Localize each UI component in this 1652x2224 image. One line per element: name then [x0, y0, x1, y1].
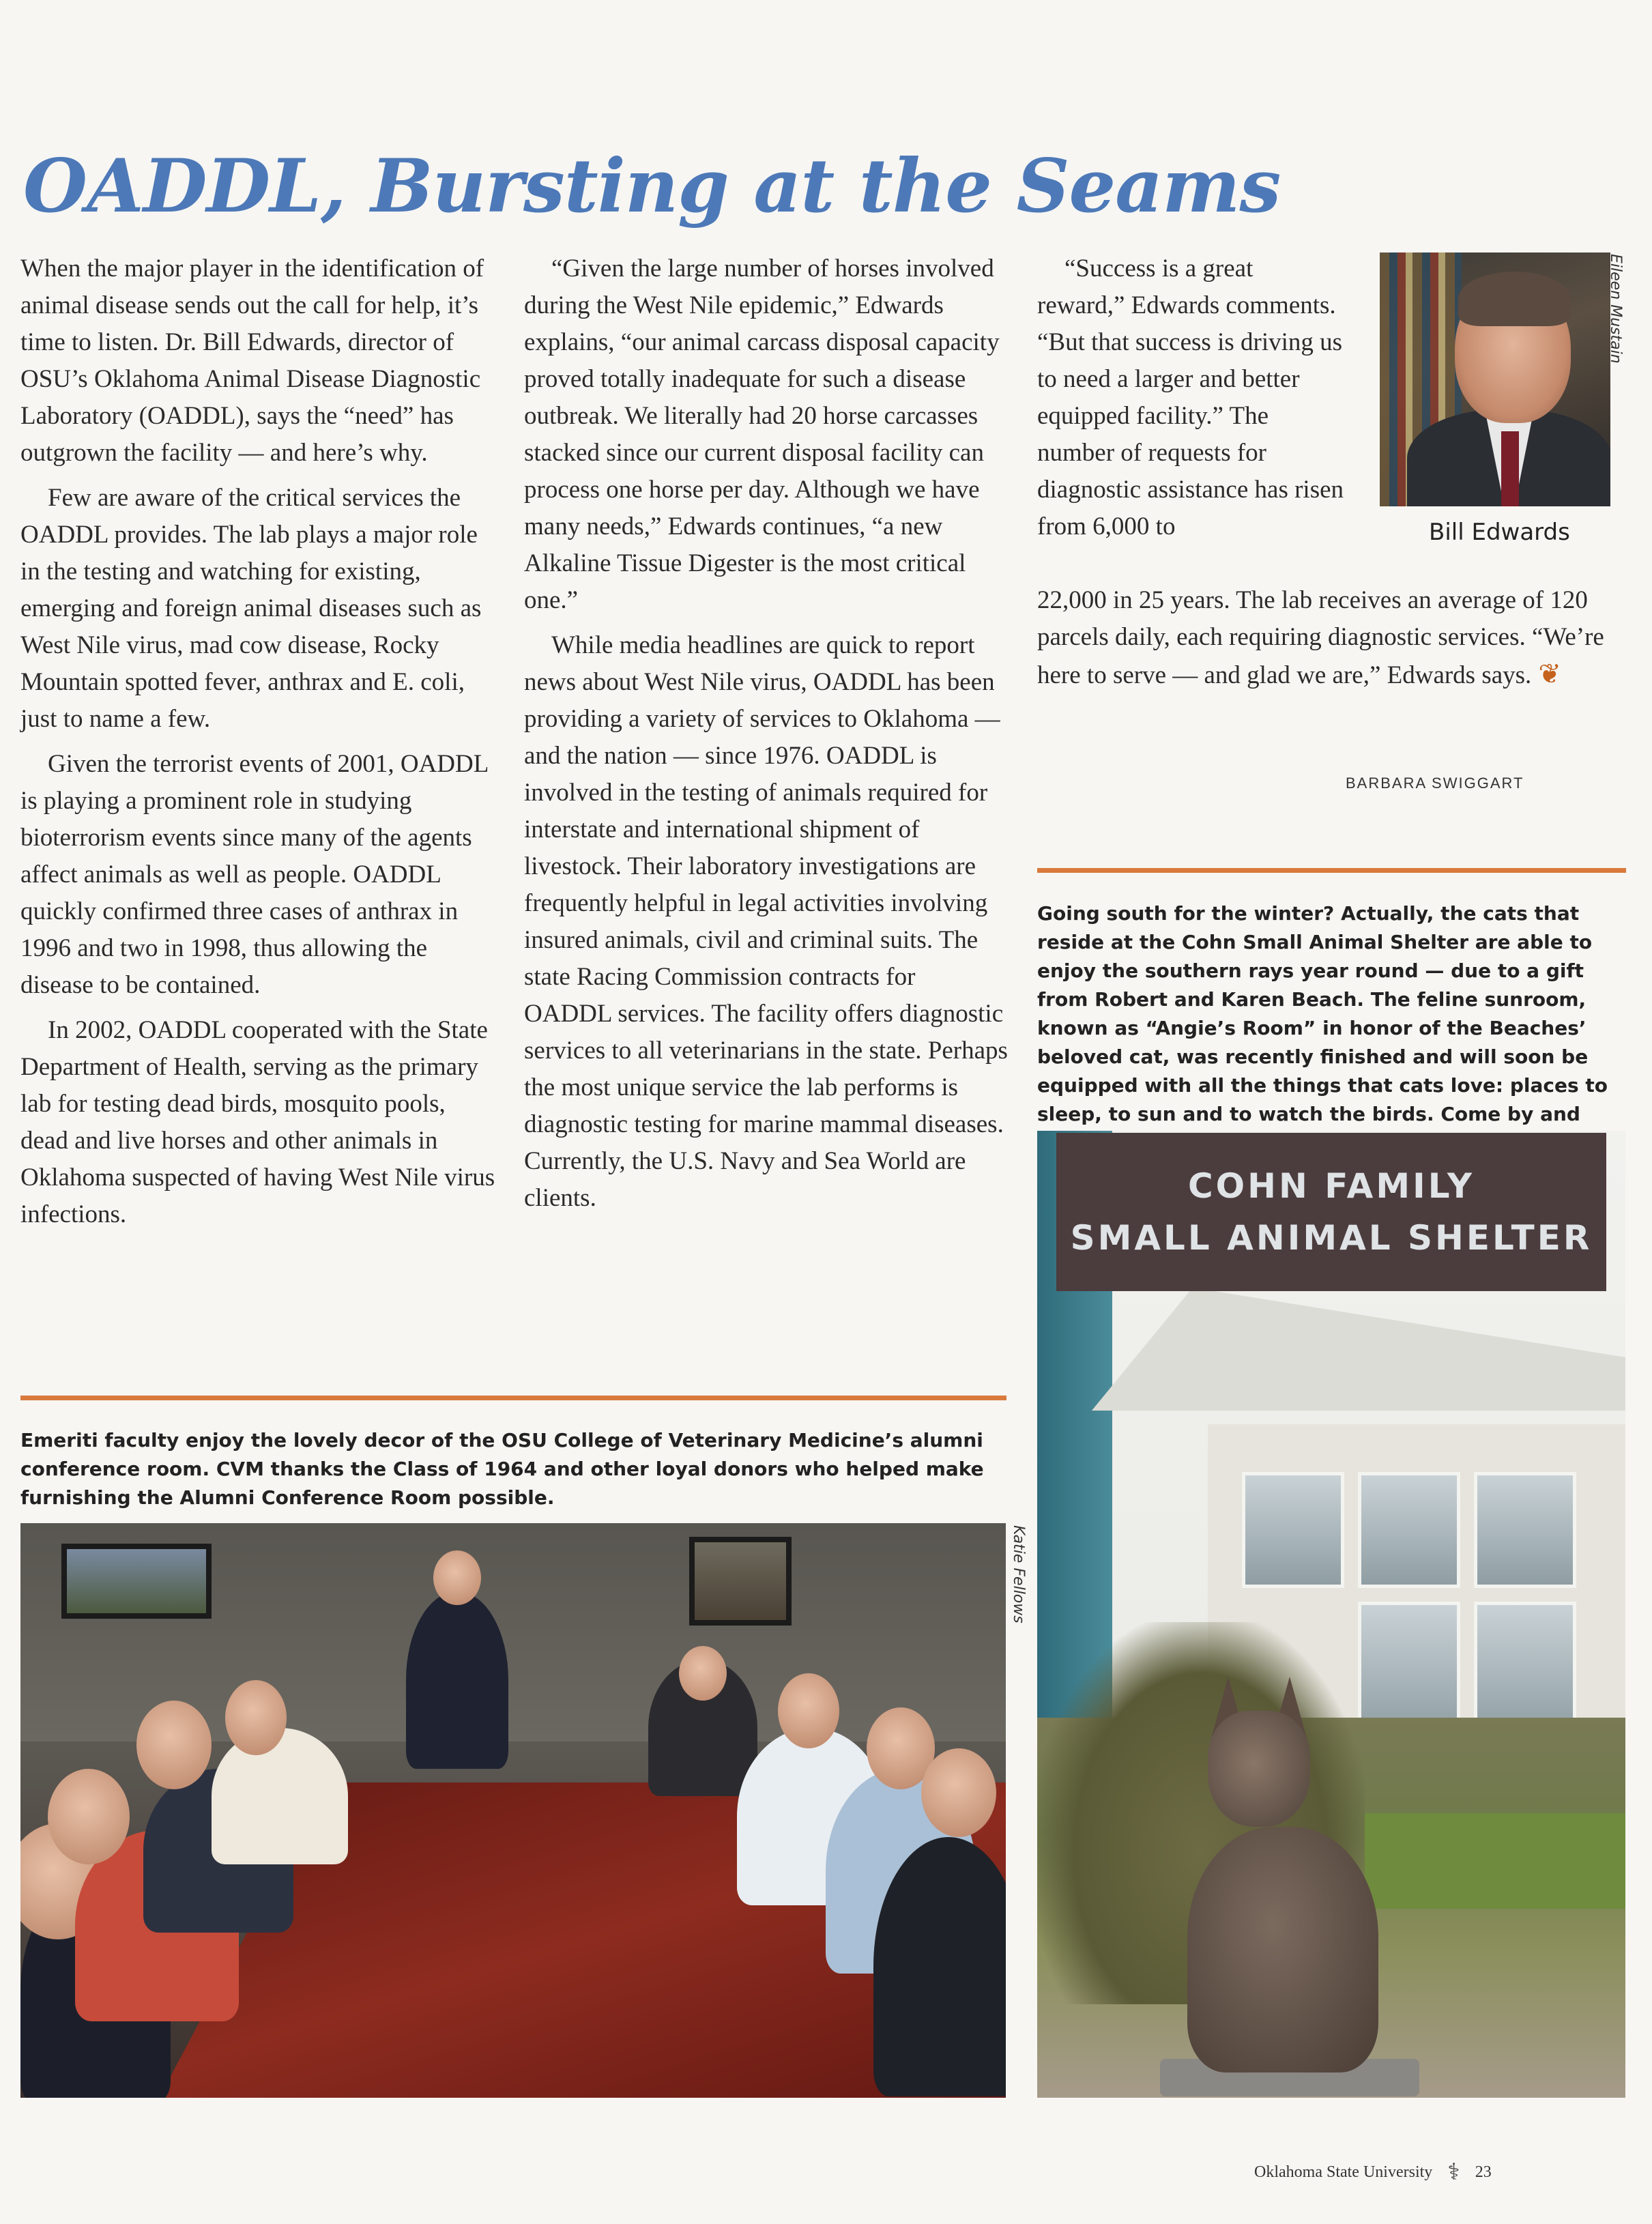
- caduceus-icon: ⚕: [1447, 2160, 1460, 2185]
- paragraph: 22,000 in 25 years. The lab receives an average of 120 parcels daily, each requiring diagnostic services. “We’re here to serve — and glad we are,” Edwards says.: [1037, 586, 1604, 689]
- paragraph: While media headlines are quick to report news about West Nile virus, OADDL has been providing a variety of services to Oklahoma — and the nation — since 1976. OADDL is involved in the testing of animals required for interstate and international shipment of livestock. Their laboratory investigations are frequently helpful in legal activities involving insured animals, civil and criminal suits. The state Racing Commission contracts for OADDL services. The facility offers diagnostic services to all veterinarians in the state. Perhaps the most unique service the lab performs is diagnostic testing for marine mammal diseases. Currently, the U.S. Navy and Sea World are clients.: [524, 631, 1008, 1212]
- meeting-photo: [20, 1523, 1006, 2098]
- paragraph: “Success is a great reward,” Edwards comments. “But that success is driving us to need a larger and better equipped facility.” The number of requests for diagnostic assistance has risen from 6,000 to: [1037, 255, 1344, 540]
- photo-credit: Eileen Mustain: [1607, 254, 1624, 364]
- end-mark-icon: ❦: [1538, 659, 1561, 689]
- portrait-caption: Bill Edwards: [1429, 519, 1570, 546]
- article-column-3-bottom: [1037, 582, 1638, 702]
- photo-credit: Katie Fellows: [1010, 1525, 1027, 1623]
- shelter-sign: [1056, 1133, 1606, 1291]
- paragraph: Few are aware of the critical services the OADDL provides. The lab plays a major role in the testing and watching for existing, emerging and foreign animal diseases such as West Nile virus, mad cow disease, Rocky Mountain spotted fever, anthrax and E. coli, just to name a few.: [20, 484, 482, 733]
- shelter-photo: [1037, 1131, 1625, 2098]
- paragraph: “Given the large number of horses involved during the West Nile epidemic,” Edwards explains, “our animal carcass disposal capacity proved totally inadequate for such a disease outbreak. We literally had 20 horse carcasses stacked since our current disposal facility can process one horse per day. Although we have many needs,” Edwards continues, “a new Alkaline Tissue Digester is the most critical one.”: [524, 255, 1000, 614]
- page-footer: [1254, 2158, 1492, 2186]
- article-title: OADDL, Bursting at the Seams: [23, 143, 1281, 229]
- sign-line: COHN FAMILY: [1187, 1166, 1475, 1206]
- article-column-1: [20, 250, 498, 1241]
- byline: BARBARA SWIGGART: [1346, 775, 1524, 792]
- divider-rule: [20, 1396, 1006, 1400]
- paragraph: In 2002, OADDL cooperated with the State Department of Health, serving as the primary lab for testing dead birds, mosquito pools, dead and live horses and other animals in Oklahoma suspected of having West Nile virus infections.: [20, 1016, 495, 1228]
- sign-line: SMALL ANIMAL SHELTER: [1070, 1218, 1593, 1258]
- article-column-2: [524, 250, 1009, 1225]
- bill-edwards-photo: [1380, 252, 1610, 506]
- shelter-caption: Going south for the winter? Actually, the cats that reside at the Cohn Small Animal Shelter are able to enjoy the southern rays year round — due to a gift from Robert and Karen Beach. The feline sunroom, known as “Angie’s Room” in honor of the Beaches’ beloved cat, was recently finished and will soon be equipped with all the things that cats love: places to sleep, to sun and to watch the birds. Come by and: [1037, 902, 1608, 1125]
- divider-rule: [1037, 868, 1626, 873]
- page-number: 23: [1475, 2163, 1492, 2181]
- meeting-caption: Emeriti faculty enjoy the lovely decor of the OSU College of Veterinary Medicine’s alumni conference room. CVM thanks the Class of 1964 and other loyal donors who helped make furnishing the Alumni Conference Room possible.: [20, 1429, 984, 1509]
- paragraph: Given the terrorist events of 2001, OADDL is playing a prominent role in studying bioterrorism events since many of the agents affect animals as well as people. OADDL quickly confirmed three cases of anthrax in 1996 and two in 1998, thus allowing the disease to be contained.: [20, 750, 488, 999]
- paragraph: When the major player in the identification of animal disease sends out the call for help, it’s time to listen. Dr. Bill Edwards, director of OSU’s Oklahoma Animal Disease Diagnostic Laboratory (OADDL), says the “need” has outgrown the facility — and here’s why.: [20, 255, 484, 467]
- article-column-3-top: [1037, 250, 1344, 553]
- publication-name: Oklahoma State University: [1254, 2163, 1433, 2181]
